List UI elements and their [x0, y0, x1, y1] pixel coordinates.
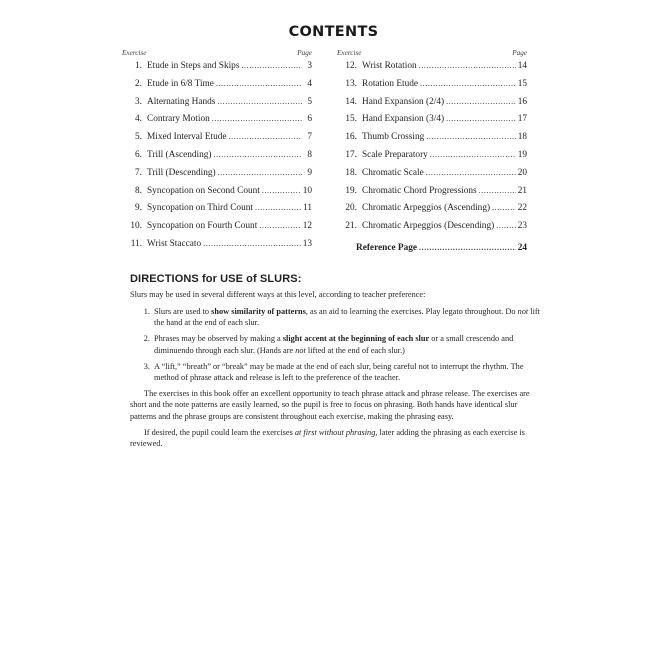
toc-entry-page: 17	[517, 114, 527, 125]
toc-entry-page: 6	[307, 114, 312, 125]
toc-entry	[122, 131, 312, 149]
toc-entry-page: 9	[307, 167, 312, 178]
directions-intro: Slurs may be used in several different ways at this level, according to teacher preference:	[130, 290, 426, 299]
toc-column-header	[122, 49, 312, 60]
toc-entry-number: 13.	[345, 78, 357, 89]
toc-entry	[122, 78, 312, 96]
toc-entry	[122, 167, 312, 185]
toc-entry	[337, 185, 527, 203]
toc-entry-page: 7	[307, 132, 312, 143]
toc-entry-page: 3	[307, 61, 312, 71]
toc-entry	[337, 96, 527, 114]
toc-leader	[241, 60, 302, 72]
toc-list-left	[122, 60, 312, 256]
toc-entry-title: Thumb Crossing	[362, 132, 425, 143]
toc-entry-page: 22	[517, 203, 527, 214]
toc-entry-page: 14	[517, 61, 527, 71]
toc-entry-title: Syncopation on Fourth Count	[147, 221, 258, 232]
toc-entry-title: Contrary Motion	[147, 114, 210, 125]
toc-entry-title: Hand Expansion (2/4)	[362, 96, 445, 107]
italic-run: not	[517, 307, 529, 316]
directions-heading: DIRECTIONS for USE of SLURS:	[130, 273, 302, 285]
toc-entry-title: Mixed Interval Etude	[147, 132, 227, 143]
toc-entry-page: 13	[302, 238, 312, 249]
toc-entry-page: 10	[302, 185, 312, 196]
toc-entry-title: Wrist Rotation	[362, 61, 417, 71]
toc-entry-number: 6.	[135, 149, 142, 160]
toc-leader	[426, 167, 516, 179]
toc-entry	[122, 238, 312, 256]
toc-leader	[420, 78, 516, 90]
toc-leader	[446, 113, 516, 125]
toc-entry-number: 20.	[345, 203, 357, 214]
toc-entry	[122, 96, 312, 114]
toc-entry-title: Etude in 6/8 Time	[147, 78, 214, 89]
text-run: lift the hand at the end of each slur.	[154, 307, 540, 328]
toc-entry	[337, 149, 527, 167]
toc-entry-number: 10.	[130, 221, 142, 232]
item-text	[154, 333, 540, 355]
toc-entry	[122, 220, 312, 238]
toc-entry-page: 24	[517, 242, 527, 253]
toc-leader	[426, 131, 515, 143]
toc-entry-number: 1.	[135, 61, 142, 71]
directions-list	[130, 306, 540, 383]
italic-run: not	[295, 345, 306, 355]
toc-entry-number: 4.	[135, 114, 142, 125]
toc-leader	[213, 149, 302, 161]
toc-entry-number: 8.	[135, 185, 142, 196]
toc-entry-page: 5	[307, 96, 312, 107]
toc-entry	[122, 60, 312, 78]
toc-entry-page: 15	[517, 78, 527, 89]
toc-entry-title: Wrist Staccato	[147, 238, 202, 249]
toc-leader	[262, 185, 301, 197]
toc-entry-page: 4	[307, 78, 312, 89]
toc-entry-number: 11.	[130, 238, 142, 249]
directions-item	[130, 361, 540, 383]
toc-entry	[122, 149, 312, 167]
page-title: CONTENTS	[288, 24, 379, 40]
toc-entry	[337, 131, 527, 149]
toc-entry-title: Trill (Descending)	[147, 167, 216, 178]
toc-entry-page: 12	[302, 221, 312, 232]
toc-leader	[203, 238, 301, 250]
toc-entry	[122, 113, 312, 131]
toc-leader	[496, 220, 516, 232]
bold-run: show similarity of patterns	[211, 307, 306, 316]
toc-entry-number: 15.	[345, 114, 357, 125]
toc-entry-title: Reference Page	[356, 242, 417, 253]
toc-entry	[122, 185, 312, 203]
directions-section	[130, 273, 540, 454]
toc-entry-number: 17.	[345, 149, 357, 160]
toc-leader	[229, 131, 302, 143]
page-label: Page	[512, 49, 527, 57]
item-number: 3.	[143, 361, 150, 371]
directions-paragraph	[130, 427, 540, 449]
toc-leader	[419, 242, 516, 254]
text-run: lifted at the end of each slur.)	[305, 345, 405, 355]
toc-entry-page: 20	[517, 167, 527, 178]
toc-leader	[217, 96, 302, 108]
toc-list-right	[337, 60, 527, 238]
toc-entry-number: 2.	[135, 78, 142, 89]
text-run: , later adding the phrasing as each exercise is reviewed.	[130, 427, 525, 449]
toc-leader	[255, 202, 301, 214]
toc-entry-page: 8	[307, 149, 312, 160]
toc-entry-title: Hand Expansion (3/4)	[362, 114, 445, 125]
exercise-label: Exercise	[122, 49, 147, 57]
toc-entry-number: 19.	[345, 185, 357, 196]
toc-entry-title: Alternating Hands	[147, 96, 216, 107]
toc-entry-number: 9.	[135, 203, 142, 214]
toc-entry-number: 16.	[345, 132, 357, 143]
toc-leader	[259, 220, 300, 232]
toc-entry-title: Chromatic Arpeggios (Descending)	[362, 221, 495, 232]
toc-leader	[419, 60, 516, 72]
toc-reference-row	[337, 242, 527, 260]
toc-leader	[446, 96, 516, 108]
toc-entry-title: Chromatic Arpeggios (Ascending)	[362, 203, 491, 214]
toc-entry	[122, 202, 312, 220]
item-text: A “lift,” “breath” or “break” may be made at the end of each slur, being careful not to interrupt the rhythm. The method of phrase attack and release is left to the preference of the teacher.	[154, 361, 524, 383]
exercise-label: Exercise	[337, 49, 362, 57]
toc-entry-page: 21	[517, 185, 527, 196]
toc-entry-title: Syncopation on Second Count	[147, 185, 260, 196]
toc-entry-title: Chromatic Chord Progressions	[362, 185, 477, 196]
toc-entry-page: 23	[517, 221, 527, 232]
toc-entry	[337, 202, 527, 220]
toc-entry-title: Etude in Steps and Skips	[147, 61, 240, 71]
toc-leader	[479, 185, 516, 197]
toc-entry-number: 12.	[345, 61, 357, 71]
directions-paragraph: The exercises in this book offer an excellent opportunity to teach phrase attack and phrase release. The exercises are short and the note patterns are easily learned, so the pupil is free to focus on phrasing. Both hands have identical slur patterns and the phrase groups are consistent throughout each exercise, making the phrasing easy.	[130, 389, 530, 421]
toc-entry-title: Chromatic Scale	[362, 167, 424, 178]
toc-entry-number: 21.	[345, 221, 357, 232]
toc-entry-page: 19	[517, 149, 527, 160]
toc-entry-number: 5.	[135, 132, 142, 143]
bold-run: slight accent at the beginning of each slur	[282, 334, 430, 344]
text-run: , as an aid to learning the exercises. Play legato throughout. Do	[305, 307, 518, 316]
toc-entry-title: Rotation Etude	[362, 78, 419, 89]
italic-run: at first without phrasing	[294, 427, 376, 437]
toc-entry-page: 11	[303, 203, 312, 214]
toc-entry-number: 7.	[135, 167, 142, 178]
toc-leader	[218, 167, 302, 179]
directions-item	[130, 306, 540, 328]
toc-leader	[492, 202, 516, 214]
toc-entry-number: 14.	[345, 96, 357, 107]
item-number: 1.	[143, 307, 150, 316]
page-label: Page	[297, 49, 312, 57]
toc-entry-number: 3.	[135, 96, 142, 107]
toc-leader	[430, 149, 516, 161]
item-number: 2.	[143, 334, 150, 344]
toc-column-left	[122, 49, 312, 256]
toc-column-right	[337, 49, 527, 260]
toc-leader	[212, 113, 302, 125]
toc-entry	[337, 60, 527, 78]
text-run: or a small crescendo and diminuendo through each slur. (Hands are	[154, 334, 514, 355]
toc-entry-number: 18.	[345, 167, 357, 178]
toc-entry	[337, 113, 527, 131]
item-text	[154, 306, 540, 328]
toc-leader	[216, 78, 302, 90]
toc-entry-page: 16	[517, 96, 527, 107]
text-run: Phrases may be observed by making a	[154, 334, 283, 344]
toc-entry-page: 18	[517, 132, 527, 143]
toc-entry	[337, 167, 527, 185]
toc-entry	[337, 78, 527, 96]
toc-entry-title: Trill (Ascending)	[147, 149, 212, 160]
text-run: Slurs are used to	[154, 307, 212, 316]
toc-entry-title: Scale Preparatory	[362, 149, 428, 160]
toc-column-header	[337, 49, 527, 60]
toc-entry	[337, 220, 527, 238]
toc-entry-title: Syncopation on Third Count	[147, 203, 253, 214]
text-run: If desired, the pupil could learn the exercises	[144, 427, 295, 437]
directions-item	[130, 333, 540, 355]
